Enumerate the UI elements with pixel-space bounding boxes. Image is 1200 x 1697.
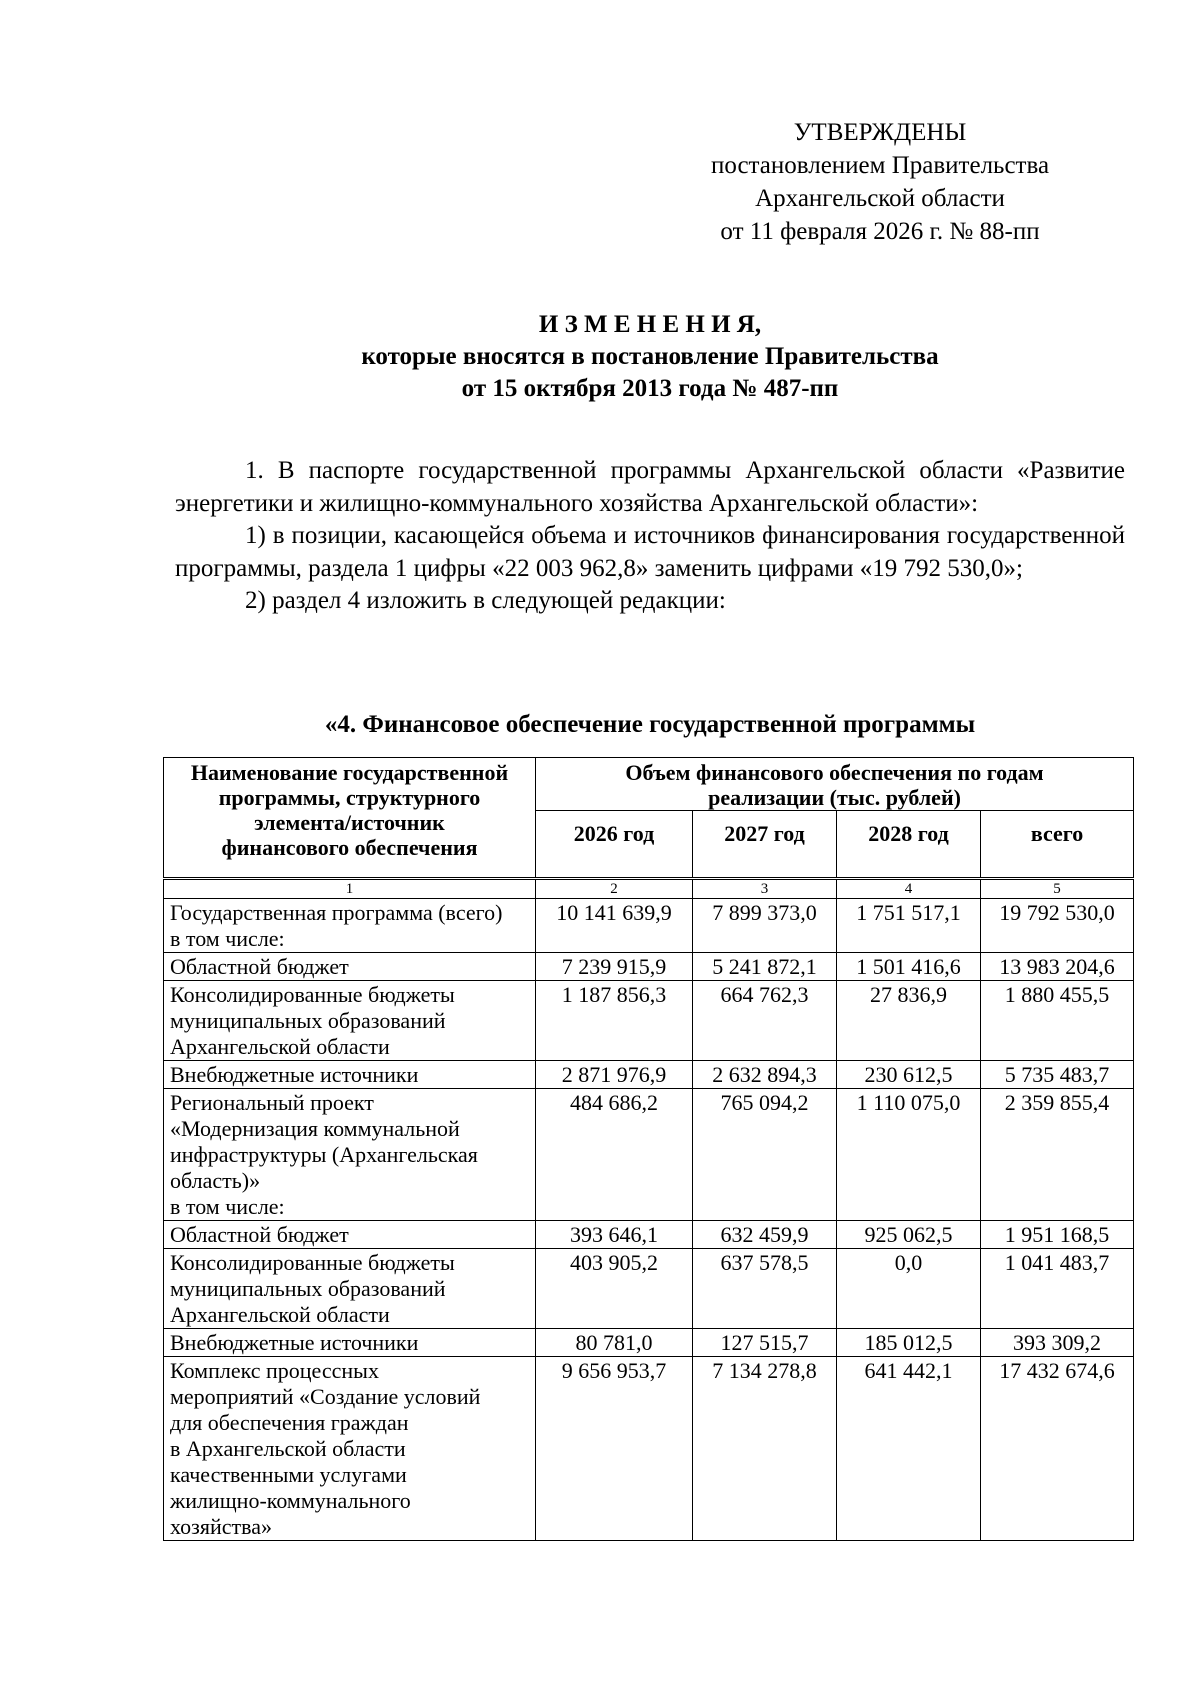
col1-header: Наименование государственной программы, структурного элемента/источник финансового обеспечения — [164, 758, 536, 879]
table-row — [164, 1357, 1134, 1541]
value-cell-2026: 9 656 953,7 — [536, 1357, 693, 1541]
value-cell-total: 1 951 168,5 — [981, 1221, 1134, 1249]
row-name-cell: Региональный проект «Модернизация коммунальной инфраструктуры (Архангельская область)» в том числе: — [164, 1089, 536, 1221]
paragraph-1: 1. В паспорте государственной программы Архангельской области «Развитие энергетики и жилищно-коммунального хозяйства Архангельской области»: — [175, 457, 1125, 517]
row-name-cell: Областной бюджет — [164, 953, 536, 981]
table-row — [164, 953, 1134, 981]
column-number-1: 1 — [164, 879, 536, 899]
value-cell-2027: 127 515,7 — [693, 1329, 837, 1357]
row-name-cell: Консолидированные бюджеты муниципальных образований Архангельской области — [164, 981, 536, 1061]
table-row — [164, 1221, 1134, 1249]
row-name-cell: Областной бюджет — [164, 1221, 536, 1249]
paragraph-2: 1) в позиции, касающейся объема и источников финансирования государственной программы, раздела 1 цифры «22 003 962,8» заменить цифрами «19 792 530,0»; — [175, 522, 1125, 582]
value-cell-2027: 632 459,9 — [693, 1221, 837, 1249]
value-cell-2028: 1 501 416,6 — [837, 953, 981, 981]
table-body — [164, 879, 1134, 1541]
table-row — [164, 1249, 1134, 1329]
value-cell-total: 1 880 455,5 — [981, 981, 1134, 1061]
value-cell-total: 393 309,2 — [981, 1329, 1134, 1357]
value-cell-total: 13 983 204,6 — [981, 953, 1134, 981]
document-title — [250, 309, 1050, 405]
row-name-cell: Консолидированные бюджеты муниципальных образований Архангельской области — [164, 1249, 536, 1329]
value-cell-2028: 925 062,5 — [837, 1221, 981, 1249]
year-header-2028: 2028 год — [837, 811, 981, 879]
value-cell-2027: 637 578,5 — [693, 1249, 837, 1329]
value-cell-2028: 27 836,9 — [837, 981, 981, 1061]
year-header-2027: 2027 год — [693, 811, 837, 879]
value-cell-2028: 641 442,1 — [837, 1357, 981, 1541]
row-name-cell: Государственная программа (всего) в том числе: — [164, 899, 536, 953]
value-cell-2028: 0,0 — [837, 1249, 981, 1329]
value-cell-total: 17 432 674,6 — [981, 1357, 1134, 1541]
value-cell-2026: 1 187 856,3 — [536, 981, 693, 1061]
value-cell-total: 19 792 530,0 — [981, 899, 1134, 953]
value-cell-2027: 7 134 278,8 — [693, 1357, 837, 1541]
table-row — [164, 981, 1134, 1061]
value-cell-2026: 10 141 639,9 — [536, 899, 693, 953]
row-name-cell: Внебюджетные источники — [164, 1061, 536, 1089]
table-row — [164, 1089, 1134, 1221]
table-header-row-1 — [164, 758, 1134, 811]
value-cell-2026: 2 871 976,9 — [536, 1061, 693, 1089]
row-name-cell: Комплекс процессных мероприятий «Создание условий для обеспечения граждан в Архангельской области качественными услугами жилищно-коммунального хозяйства» — [164, 1357, 536, 1541]
value-cell-2027: 765 094,2 — [693, 1089, 837, 1221]
title-line-1: И З М Е Н Е Н И Я, — [538, 311, 762, 338]
year-header-total: всего — [981, 811, 1134, 879]
value-cell-total: 2 359 855,4 — [981, 1089, 1134, 1221]
value-cell-2026: 484 686,2 — [536, 1089, 693, 1221]
approval-line-2: Архангельской области — [755, 185, 1005, 212]
row-name-cell: Внебюджетные источники — [164, 1329, 536, 1357]
approval-line-3: от 11 февраля 2026 г. № 88-пп — [720, 218, 1040, 245]
value-cell-2028: 1 110 075,0 — [837, 1089, 981, 1221]
column-number-5: 5 — [981, 879, 1134, 899]
value-cell-2028: 230 612,5 — [837, 1061, 981, 1089]
section-title: «4. Финансовое обеспечение государственной программы — [324, 711, 976, 738]
value-cell-2028: 1 751 517,1 — [837, 899, 981, 953]
year-header-2026: 2026 год — [536, 811, 693, 879]
value-cell-2027: 7 899 373,0 — [693, 899, 837, 953]
value-cell-2027: 2 632 894,3 — [693, 1061, 837, 1089]
approval-heading: УТВЕРЖДЕНЫ — [793, 119, 967, 146]
column-number-2: 2 — [536, 879, 693, 899]
table-row — [164, 899, 1134, 953]
column-numbers-row — [164, 879, 1134, 899]
approval-block — [680, 116, 1080, 248]
paragraph-3: 2) раздел 4 изложить в следующей редакции: — [245, 587, 726, 614]
document-body — [175, 455, 1125, 618]
value-cell-2026: 7 239 915,9 — [536, 953, 693, 981]
value-cell-2026: 393 646,1 — [536, 1221, 693, 1249]
value-cell-total: 5 735 483,7 — [981, 1061, 1134, 1089]
group-header: Объем финансового обеспечения по годам реализации (тыс. рублей) — [536, 758, 1134, 811]
value-cell-2027: 5 241 872,1 — [693, 953, 837, 981]
value-cell-2028: 185 012,5 — [837, 1329, 981, 1357]
value-cell-2026: 403 905,2 — [536, 1249, 693, 1329]
column-number-4: 4 — [837, 879, 981, 899]
title-line-3: от 15 октября 2013 года № 487-пп — [461, 375, 839, 402]
financing-table — [163, 757, 1134, 1541]
approval-line-1: постановлением Правительства — [710, 152, 1050, 179]
value-cell-2027: 664 762,3 — [693, 981, 837, 1061]
table-row — [164, 1061, 1134, 1089]
table-row — [164, 1329, 1134, 1357]
value-cell-2026: 80 781,0 — [536, 1329, 693, 1357]
column-number-3: 3 — [693, 879, 837, 899]
value-cell-total: 1 041 483,7 — [981, 1249, 1134, 1329]
title-line-2: которые вносятся в постановление Правительства — [361, 343, 939, 370]
